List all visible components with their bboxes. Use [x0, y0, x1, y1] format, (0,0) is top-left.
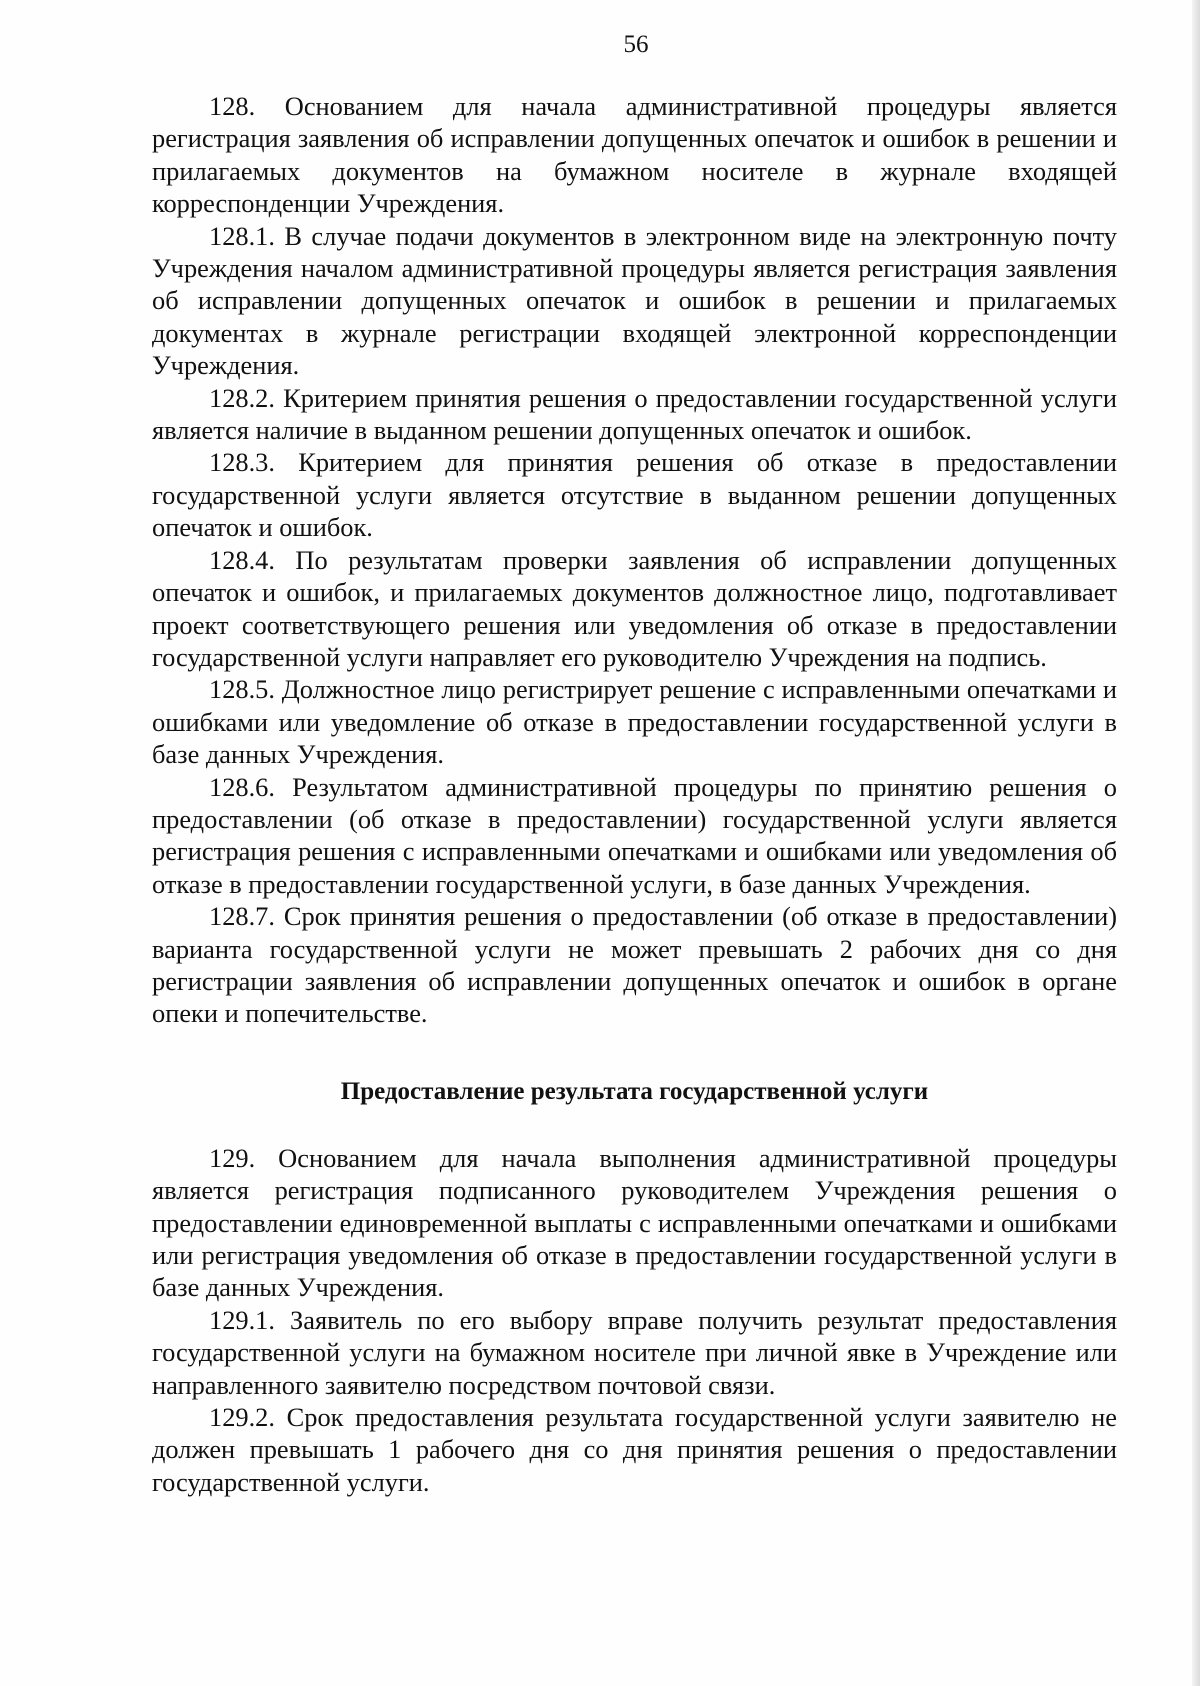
scan-edge: [1192, 0, 1200, 1686]
paragraph-128: 128. Основанием для начала административной процедуры является регистрация заявления об исправлении допущенных опечаток и ошибок в решении и прилагаемых документов на бумажном носителе в журнале входящей корреспонденции Учреждения.: [152, 91, 1117, 219]
paragraph-128-4: 128.4. По результатам проверки заявления об исправлении допущенных опечаток и ошибок, и прилагаемых документов должностное лицо, подготавливает проект соответствующего решения или уведомления об отказе в предоставлении государственной услуги направляет его руководителю Учреждения на подпись.: [152, 544, 1117, 672]
paragraph-128-2: 128.2. Критерием принятия решения о предоставлении государственной услуги является наличие в выданном решении допущенных опечаток и ошибок.: [152, 382, 1117, 446]
paragraph-128-3: 128.3. Критерием для принятия решения об отказе в предоставлении государственной услуги является отсутствие в выданном решении допущенных опечаток и ошибок.: [152, 447, 1117, 543]
paragraph-129-2: 129.2. Срок предоставления результата государственной услуги заявителю не должен превышать 1 рабочего дня со дня принятия решения о предоставлении государственной услуги.: [152, 1402, 1117, 1497]
paragraph-128-5: 128.5. Должностное лицо регистрирует решение с исправленными опечатками и ошибками или уведомление об отказе в предоставлении государственной услуги в базе данных Учреждения.: [152, 674, 1117, 770]
paragraph-128-7: 128.7. Срок принятия решения о предоставлении (об отказе в предоставлении) варианта государственной услуги не может превышать 2 рабочих дня со дня регистрации заявления об исправлении допущенных опечаток и ошибок в органе опеки и попечительстве.: [152, 901, 1117, 1029]
paragraph-129-1: 129.1. Заявитель по его выбору вправе получить результат предоставления государственной услуги на бумажном носителе при личной явке в Учреждение или направленного заявителю посредством почтовой связи.: [152, 1304, 1117, 1400]
paragraph-128-1: 128.1. В случае подачи документов в электронном виде на электронную почту Учреждения началом административной процедуры является регистрация заявления об исправлении допущенных опечаток и ошибок в решении и прилагаемых документах в журнале регистрации входящей электронной корреспонденции Учреждения.: [152, 220, 1117, 381]
paragraph-128-6: 128.6. Результатом административной процедуры по принятию решения о предоставлении (об отказе в предоставлении) государственной услуги является регистрация решения с исправленными опечатками и ошибками или уведомления об отказе в предоставлении государственной услуги, в базе данных Учреждения.: [152, 771, 1117, 899]
section-heading: Предоставление результата государственной услуги: [340, 1077, 929, 1105]
document-body: [152, 90, 1117, 1498]
paragraph-129: 129. Основанием для начала выполнения административной процедуры является регистрация подписанного руководителем Учреждения решения о предоставлении единовременной выплаты с исправленными опечатками и ошибками или регистрация уведомления об отказе в предоставлении государственной услуги в базе данных Учреждения.: [152, 1142, 1117, 1303]
page-number: 56: [623, 31, 649, 58]
